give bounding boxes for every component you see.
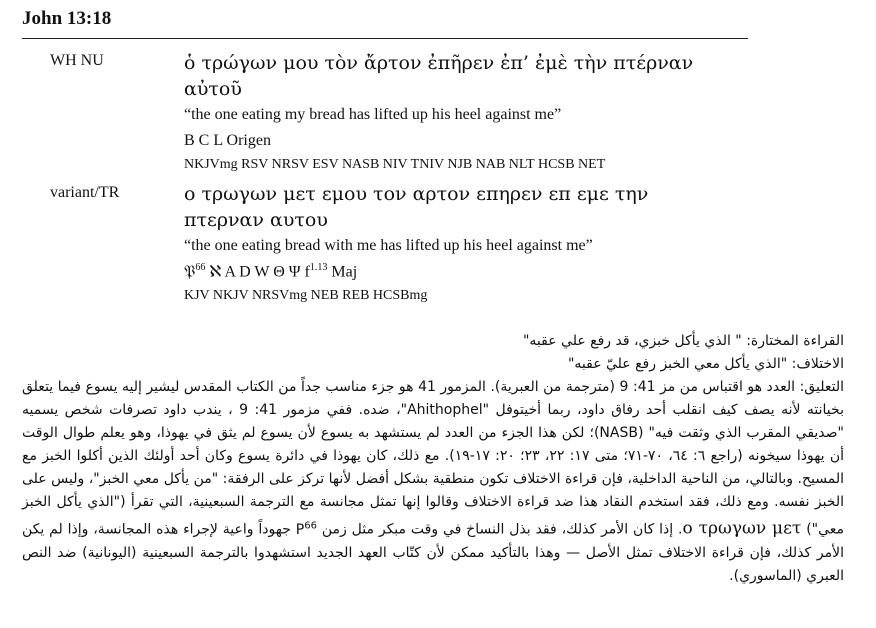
- english-translation: “the one eating my bread has lifted up his heel against me”: [184, 106, 562, 123]
- arabic-commentary: [22, 330, 844, 588]
- reading-label-variant-tr: variant/TR: [50, 184, 120, 201]
- chosen-reading: القراءة المختارة: " الذي يأكل خبزي، قد رفع علي عقبه": [522, 333, 844, 349]
- commentary-paragraph: [22, 376, 844, 588]
- passage-heading: John 13:18: [22, 8, 112, 29]
- witness-list: ℵ A D W Θ Ψ f: [205, 263, 310, 281]
- commentary-text: التعليق: العدد هو اقتباس من مز 41: 9 (مترجمة من العبرية). المزمور 41 هو جزء مناسب جداً من الكتاب المقدس ليشير إليه يسوع فيما يتعلق بخيانته لأنه يصف كيف انقلب أحد رفاق داود، ربما أخيتوفل "Ahithophel"، ضده. ففي مزمور 41: 9 ، يندب داود تصرفات شخص يسميه "صديقي المقرب الذي وثقت فيه" (NASB)؛ لكن هذا الجزء من العدد لم يستشهد به يسوع لأن يسوع لم يثق في يهوذا، وهو يعلم طوال الوقت أن يهوذا سيخونه (راجع ٦: ٦٤، ٧٠-٧١؛ متى ١٧: ٢٢، ٢٣؛ ٢٠: ١٧-١٩). مع ذلك، كان يهوذا في دائرة يسوع وكان أحد أولئك الذين أكلوا الخبز مع المسيح. وبالتالي، من الناحية الداخلية، فإن قراءة الاختلاف تكون منطقية بشكل أفضل لأنها تركز على الرفقة: "من يأكل معي الخبز"، وليس على الخبز نفسه. ومع ذلك، فقد استخدم النقاد هذا ضد قراءة الاختلاف وقالوا إنها تمثل مجانسة مع الترجمة السبعينية، التي تقرأ ("الذي يأكل الخبز معي"): [22, 379, 845, 538]
- papyrus-letter: P: [295, 521, 305, 538]
- inline-greek: ο τρωγων μετ: [682, 518, 802, 539]
- greek-text-line: ὁ τρώγων μου τὸν ἄρτον ἐπῆρεν ἐπ’ ἐμὲ τὴν πτέρναν: [184, 52, 694, 74]
- papyrus-siglum: 𝔓: [184, 263, 196, 281]
- majority-text: Maj: [327, 263, 358, 281]
- reading-label-wh-nu: WH NU: [50, 52, 104, 69]
- family-number: 1.13: [309, 262, 328, 273]
- manuscript-witnesses: B C L Origen: [184, 132, 271, 149]
- heading-divider: [22, 38, 748, 39]
- greek-text-line: αὐτοῦ: [184, 78, 242, 100]
- supporting-versions: NKJVmg RSV NRSV ESV NASB NIV TNIV NJB NAB NLT HCSB NET: [184, 157, 606, 172]
- manuscript-witnesses: [184, 257, 774, 283]
- commentary-text: . إذا كان الأمر كذلك، فقد بذل النساخ في وقت مبكر مثل زمن: [316, 521, 683, 538]
- reading-block-wh-nu: [184, 50, 774, 176]
- papyrus-sup: 66: [304, 520, 317, 531]
- greek-text-line: ο τρωγων μετ εμου τον αρτον επηρεν επ εμε την: [184, 183, 649, 205]
- english-translation: “the one eating bread with me has lifted up his heel against me”: [184, 237, 593, 254]
- commentary-text: جهوداً واعية لإجراء هذه المجانسة، وإذا لم يكن الأمر كذلك، فإن قراءة الاختلاف تمثل الأصل — وهذا بالتأكيد ممكن لأن كتّاب العهد الجديد استشهدوا بالترجمة السبعينية (اليونانية) ضد النص العبري (الماسوري).: [22, 521, 844, 584]
- supporting-versions: KJV NKJV NRSVmg NEB REB HCSBmg: [184, 288, 428, 304]
- variant-reading: الاختلاف: "الذي يأكل معي الخبز رفع عليّ عقبه": [567, 356, 844, 372]
- papyrus-number: 66: [195, 262, 206, 273]
- greek-text-line: πτερναν αυτου: [184, 209, 328, 231]
- reading-block-variant-tr: [184, 181, 774, 307]
- papyrus-reference: [296, 522, 317, 538]
